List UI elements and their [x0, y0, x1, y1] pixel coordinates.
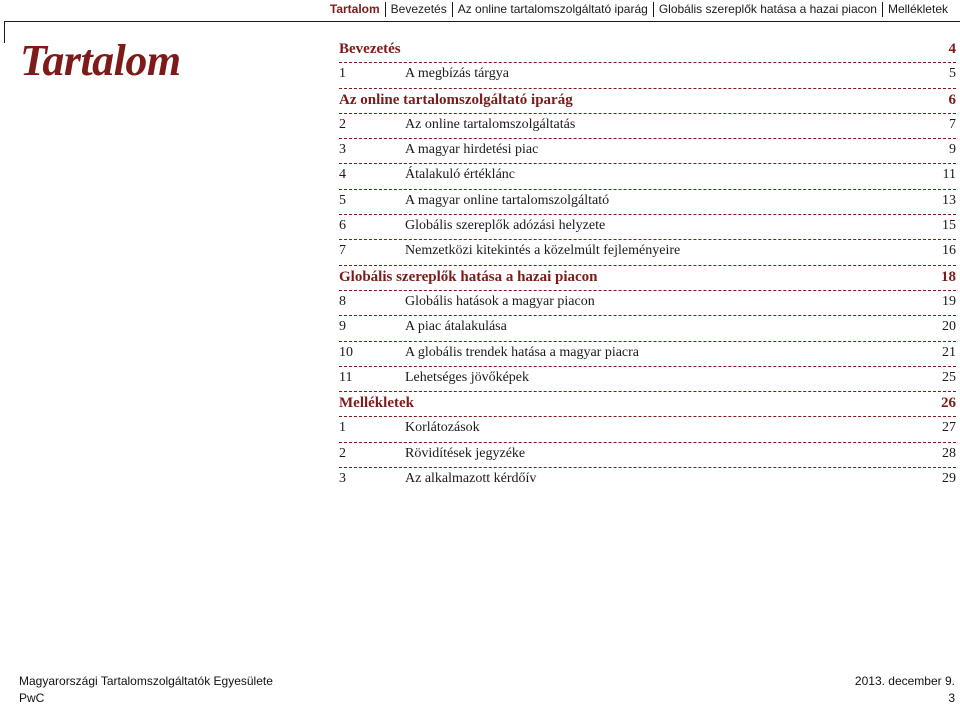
- page-title: Tartalom: [20, 36, 181, 85]
- toc-page-number: 13: [942, 192, 956, 208]
- toc-item-title[interactable]: A globális trendek hatása a magyar piacra: [405, 344, 640, 360]
- toc-item-title[interactable]: Globális szereplők adózási helyzete: [405, 218, 606, 234]
- footer-company: PwC: [19, 691, 45, 705]
- toc-item-number: 4: [339, 167, 346, 183]
- toc-section-title[interactable]: Mellékletek: [339, 395, 414, 412]
- page-footer: [19, 673, 955, 707]
- header-rule-corner: [4, 21, 5, 43]
- nav-tartalom[interactable]: Tartalom: [329, 2, 380, 16]
- toc-page-number: 28: [942, 445, 956, 461]
- toc-item-row[interactable]: [339, 367, 956, 392]
- toc-item-row[interactable]: [339, 190, 956, 215]
- toc-item-title[interactable]: Lehetséges jövőképek: [405, 369, 530, 385]
- footer-date: 2013. december 9.: [854, 674, 955, 688]
- toc-page-number: 27: [942, 420, 956, 436]
- toc-section-title[interactable]: Bevezetés: [339, 41, 401, 57]
- toc-item-row[interactable]: [339, 114, 956, 139]
- toc-item-row[interactable]: [339, 342, 956, 367]
- toc-section-title[interactable]: Az online tartalomszolgáltató iparág: [339, 91, 573, 108]
- toc-item-number: 8: [339, 293, 346, 309]
- toc-item-title[interactable]: Rövidítések jegyzéke: [405, 445, 526, 461]
- toc-page-number: 6: [948, 91, 956, 108]
- toc-page-number: 26: [941, 395, 956, 412]
- toc-item-title[interactable]: Az online tartalomszolgáltatás: [405, 116, 576, 132]
- footer-page-number: 3: [948, 691, 955, 705]
- toc-item-title[interactable]: A magyar hirdetési piac: [405, 142, 539, 158]
- toc-section-row[interactable]: [339, 38, 956, 63]
- toc-item-number: 2: [339, 116, 346, 132]
- table-of-contents: [339, 38, 956, 493]
- toc-item-number: 6: [339, 218, 346, 234]
- toc-page-number: 11: [942, 167, 956, 183]
- toc-page-number: 18: [941, 268, 956, 285]
- toc-item-row[interactable]: [339, 316, 956, 341]
- toc-item-row[interactable]: [339, 240, 956, 265]
- toc-page-number: 19: [942, 293, 956, 309]
- toc-item-number: 1: [339, 420, 346, 436]
- toc-page-number: 25: [942, 369, 956, 385]
- footer-organization: Magyarországi Tartalomszolgáltatók Egyesülete: [19, 674, 273, 688]
- nav-globalis-szereplok[interactable]: Globális szereplők hatása a hazai piacon: [658, 2, 877, 16]
- nav-online-tartalomszolgaltato[interactable]: Az online tartalomszolgáltató iparág: [457, 2, 648, 16]
- nav-bevezetes[interactable]: Bevezetés: [390, 2, 447, 16]
- toc-page-number: 9: [949, 142, 956, 158]
- toc-item-number: 2: [339, 445, 346, 461]
- toc-item-number: 1: [339, 66, 346, 82]
- header-rule: [4, 21, 960, 22]
- toc-item-title[interactable]: Nemzetközi kitekintés a közelmúlt fejleményeire: [405, 243, 681, 259]
- toc-page-number: 15: [942, 218, 956, 234]
- toc-item-title[interactable]: Átalakuló értéklánc: [405, 167, 516, 183]
- toc-section-row[interactable]: [339, 89, 956, 114]
- toc-item-number: 11: [339, 369, 353, 385]
- toc-page-number: 29: [942, 471, 956, 487]
- toc-item-row[interactable]: [339, 468, 956, 493]
- toc-page-number: 7: [949, 116, 956, 132]
- toc-item-row[interactable]: [339, 291, 956, 316]
- toc-section-title[interactable]: Globális szereplők hatása a hazai piacon: [339, 268, 598, 285]
- toc-page-number: 21: [942, 344, 956, 360]
- toc-item-row[interactable]: [339, 417, 956, 442]
- toc-item-title[interactable]: A piac átalakulása: [405, 319, 507, 335]
- toc-section-row[interactable]: [339, 266, 956, 291]
- toc-item-title[interactable]: A magyar online tartalomszolgáltató: [405, 192, 610, 208]
- toc-item-title[interactable]: Az alkalmazott kérdőív: [405, 471, 537, 487]
- toc-item-number: 9: [339, 319, 346, 335]
- toc-item-number: 5: [339, 192, 346, 208]
- toc-item-row[interactable]: [339, 63, 956, 88]
- top-navigation: [325, 2, 953, 17]
- toc-section-row[interactable]: [339, 392, 956, 417]
- toc-page-number: 5: [949, 66, 956, 82]
- toc-page-number: 16: [942, 243, 956, 259]
- toc-item-row[interactable]: [339, 139, 956, 164]
- nav-mellekletek[interactable]: Mellékletek: [887, 2, 948, 16]
- toc-item-title[interactable]: A megbízás tárgya: [405, 66, 509, 82]
- toc-item-title[interactable]: Globális hatások a magyar piacon: [405, 293, 595, 309]
- toc-item-row[interactable]: [339, 443, 956, 468]
- toc-page-number: 20: [942, 319, 956, 335]
- toc-item-row[interactable]: [339, 164, 956, 189]
- toc-item-number: 7: [339, 243, 346, 259]
- toc-item-number: 10: [339, 344, 353, 360]
- toc-item-row[interactable]: [339, 215, 956, 240]
- toc-item-number: 3: [339, 471, 346, 487]
- toc-item-title[interactable]: Korlátozások: [405, 420, 480, 436]
- toc-item-number: 3: [339, 142, 346, 158]
- toc-page-number: 4: [948, 41, 956, 57]
